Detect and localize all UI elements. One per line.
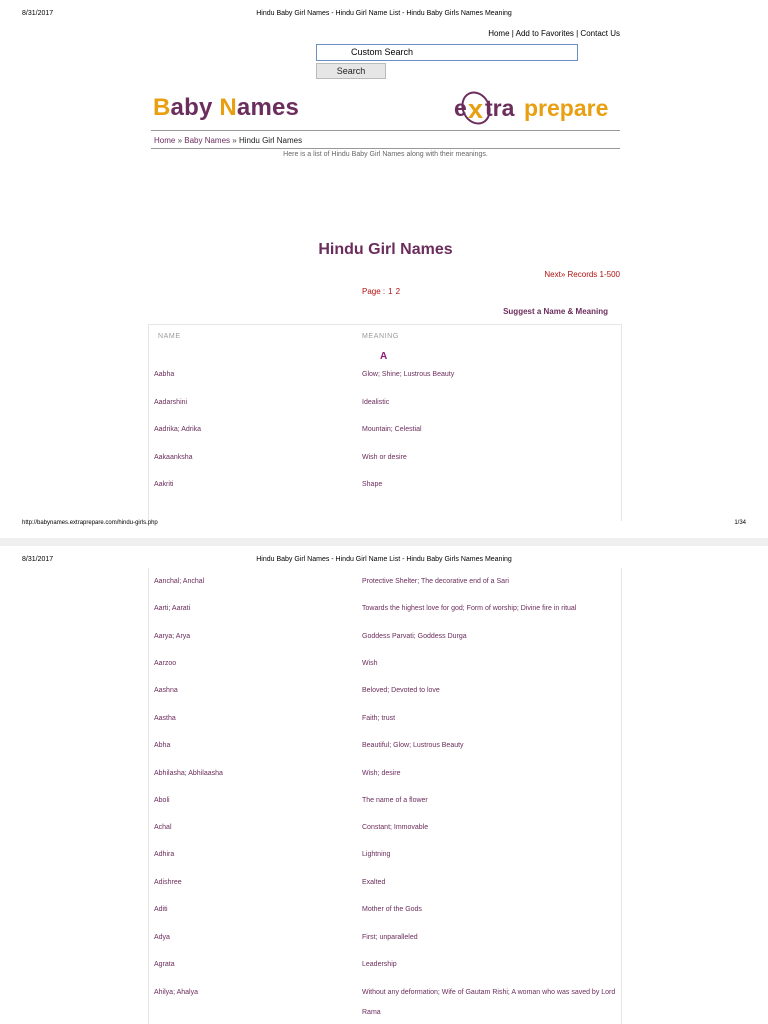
home-link[interactable]: Home xyxy=(488,29,510,38)
add-to-favorites-link[interactable]: Add to Favorites xyxy=(515,29,574,38)
meaning-cell: Protective Shelter; The decorative end of a Sari xyxy=(362,578,509,585)
page-title: Hindu Girl Names xyxy=(318,241,453,258)
brand-text-aby: aby xyxy=(170,94,220,121)
meaning-cell: Towards the highest love for god; Form of worship; Divine fire in ritual xyxy=(362,605,577,612)
column-header-name: NAME xyxy=(158,333,181,340)
names-table xyxy=(148,324,622,521)
logo-text-x: x xyxy=(468,94,484,124)
page-label: Page : xyxy=(362,287,386,296)
search-input[interactable]: Custom Search xyxy=(316,44,578,61)
intro-text: Here is a list of Hindu Baby Girl Names along with their meanings. xyxy=(283,151,488,158)
letter-heading: A xyxy=(380,351,388,362)
name-cell: Aastha xyxy=(154,715,176,722)
name-cell: Abhilasha; Abhilaasha xyxy=(154,770,223,777)
print-page-number: 1/34 xyxy=(734,520,746,526)
name-cell: Aarzoo xyxy=(154,660,177,667)
meaning-cell: Wish; desire xyxy=(362,770,401,777)
logo-text-tra: tra xyxy=(485,95,515,121)
name-cell: Aadarshini xyxy=(154,399,188,406)
brand-letter-b: B xyxy=(153,94,171,121)
breadcrumb-separator: » xyxy=(230,136,239,145)
name-cell: Aditi xyxy=(154,906,168,913)
suggest-name-link[interactable]: Suggest a Name & Meaning xyxy=(503,307,608,316)
breadcrumb-baby-names-link[interactable]: Baby Names xyxy=(184,136,231,145)
meaning-cell: Shape xyxy=(362,481,383,488)
contact-us-link[interactable]: Contact Us xyxy=(580,29,620,38)
meaning-cell: Idealistic xyxy=(362,399,390,406)
logo-text-prepare: prepare xyxy=(524,95,609,121)
print-doc-title: Hindu Baby Girl Names - Hindu Girl Name List - Hindu Baby Girls Names Meaning xyxy=(256,556,512,563)
name-cell: Aashna xyxy=(154,687,178,694)
meaning-cell: Lightning xyxy=(362,851,391,858)
extraprepare-logo[interactable] xyxy=(452,84,622,130)
breadcrumb xyxy=(154,136,302,145)
breadcrumb-home-link[interactable]: Home xyxy=(154,136,176,145)
meaning-cell: First; unparalleled xyxy=(362,934,418,941)
name-cell: Aakaanksha xyxy=(154,454,193,461)
breadcrumb-separator: » xyxy=(175,136,185,145)
brand-letter-n: N xyxy=(219,94,237,121)
page-link-1[interactable]: 1 xyxy=(388,287,393,296)
meaning-cell: Without any deformation; Wife of Gautam Rishi; A woman who was saved by Lord Rama xyxy=(362,989,616,1016)
name-cell: Abha xyxy=(154,742,171,749)
link-separator: | xyxy=(509,29,516,38)
name-cell: Ahilya; Ahalya xyxy=(154,989,198,996)
baby-names-logo[interactable] xyxy=(153,94,299,122)
print-date: 8/31/2017 xyxy=(22,556,54,563)
name-cell: Aadrika; Adrika xyxy=(154,426,202,433)
meaning-cell: Glow; Shine; Lustrous Beauty xyxy=(362,371,455,378)
search-button[interactable]: Search xyxy=(316,63,386,79)
meaning-cell: Leadership xyxy=(362,961,397,968)
name-cell: Aabha xyxy=(154,371,175,378)
brand-text-ames: ames xyxy=(236,94,300,121)
print-date: 8/31/2017 xyxy=(22,10,54,17)
pagination xyxy=(362,287,403,296)
names-table-continued xyxy=(148,568,622,1024)
meaning-cell: Exalted xyxy=(362,879,386,886)
page-link-2[interactable]: 2 xyxy=(395,287,401,296)
records-nav xyxy=(544,270,620,279)
print-doc-title: Hindu Baby Girl Names - Hindu Girl Name List - Hindu Baby Girls Names Meaning xyxy=(256,10,512,17)
name-cell: Aboli xyxy=(154,797,170,804)
name-cell: Aarya; Arya xyxy=(154,633,191,640)
divider xyxy=(151,130,620,131)
meaning-cell: Beloved; Devoted to love xyxy=(362,687,440,694)
column-header-meaning: MEANING xyxy=(362,333,399,340)
meaning-cell: The name of a flower xyxy=(362,797,428,804)
meaning-cell: Goddess Parvati; Goddess Durga xyxy=(362,633,467,640)
records-range: Records 1-500 xyxy=(567,270,620,279)
breadcrumb-current: Hindu Girl Names xyxy=(238,136,303,145)
name-cell: Agrata xyxy=(154,961,175,968)
print-url: http://babynames.extraprepare.com/hindu-girls.php xyxy=(22,520,158,526)
name-cell: Aanchal; Anchal xyxy=(154,578,205,585)
meaning-cell: Beautiful; Glow; Lustrous Beauty xyxy=(362,742,464,749)
name-cell: Aakriti xyxy=(154,481,174,488)
name-cell: Adhira xyxy=(154,851,175,858)
top-links xyxy=(488,29,620,38)
divider xyxy=(151,148,620,149)
meaning-cell: Constant; Immovable xyxy=(362,824,429,831)
meaning-cell: Wish or desire xyxy=(362,454,407,461)
meaning-cell: Faith; trust xyxy=(362,715,396,722)
link-separator: | xyxy=(573,29,581,38)
next-link[interactable]: Next» xyxy=(544,270,566,279)
meaning-cell: Mother of the Gods xyxy=(362,906,422,913)
meaning-cell: Wish xyxy=(362,660,378,667)
name-cell: Adishree xyxy=(154,879,182,886)
meaning-cell: Mountain; Celestial xyxy=(362,426,422,433)
logo-text-e: e xyxy=(454,95,467,121)
name-cell: Aarti; Aarati xyxy=(154,605,191,612)
name-cell: Adya xyxy=(154,934,170,941)
name-cell: Achal xyxy=(154,824,172,831)
